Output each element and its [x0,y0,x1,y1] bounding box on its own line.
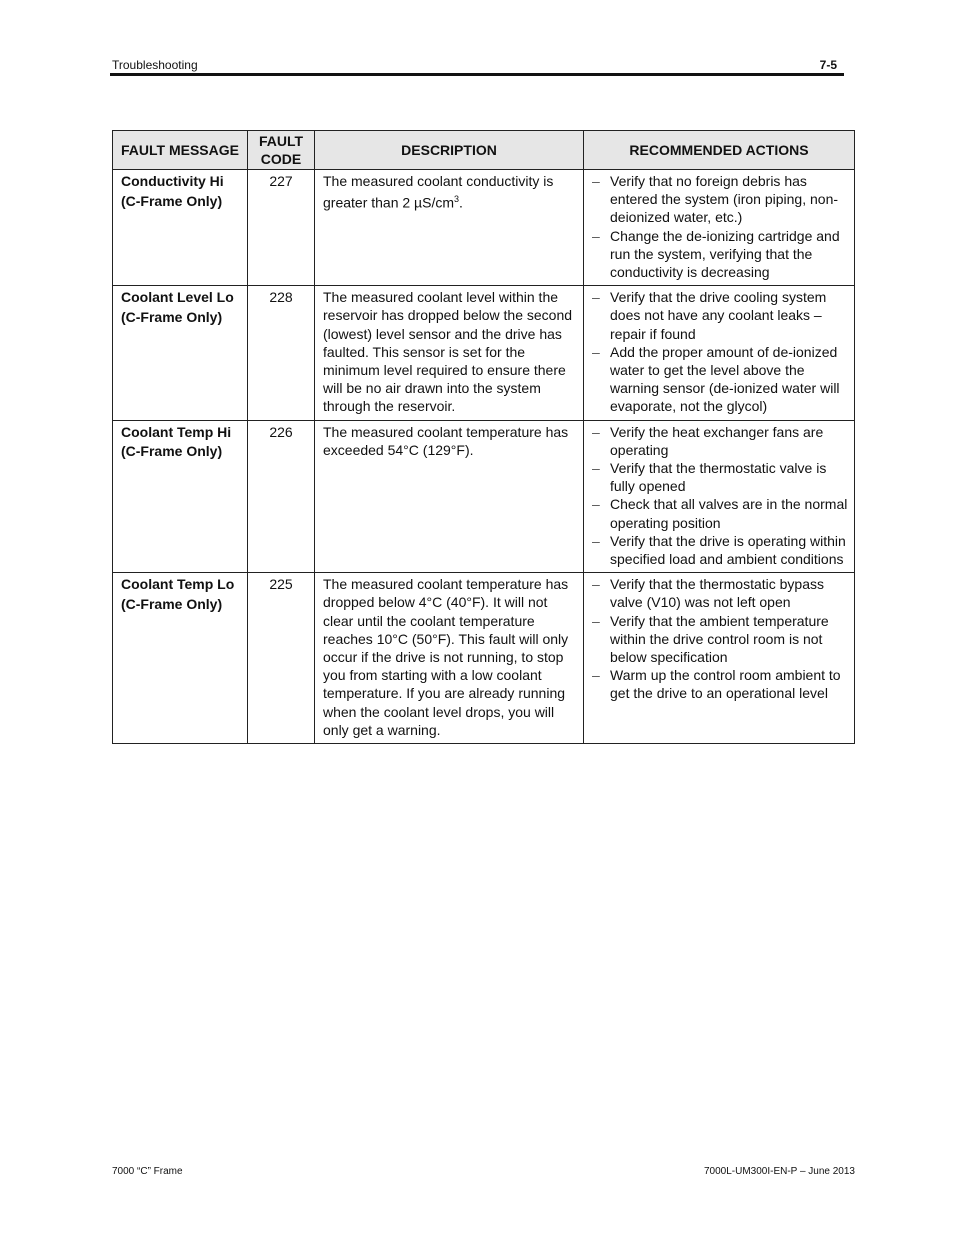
action-text: Verify that the drive cooling system does not have any coolant leaks – repair if found [610,289,827,342]
dash-bullet-icon: – [592,532,600,549]
action-item [592,612,848,667]
fault-message: Coolant Temp Hi [121,423,232,440]
action-list [592,288,848,415]
action-item [592,495,848,531]
action-item [592,532,848,568]
action-text: Add the proper amount of de-ionized water to get the level above the warning sensor (de-ionized water will evaporate, not the glycol) [610,343,840,415]
fault-message-frame: (C-Frame Only) [121,308,223,325]
dash-bullet-icon: – [592,227,600,244]
action-item [592,227,848,282]
action-text: Verify that no foreign debris has entered the system (iron piping, non-deionized water, etc.) [610,173,839,226]
fault-message-cell [113,573,248,744]
column-header-fault-code: FAULT CODE [248,131,315,170]
column-header-fault-message: FAULT MESSAGE [113,131,248,170]
fault-code: 228 [248,286,315,420]
action-item [592,172,848,227]
fault-message-frame: (C-Frame Only) [121,595,223,612]
dash-bullet-icon: – [592,667,600,684]
fault-description: The measured coolant temperature has exceeded 54°C (129°F). [315,420,584,573]
fault-description [315,170,584,286]
dash-bullet-icon: – [592,460,600,477]
fault-description: The measured coolant level within the reservoir has dropped below the second (lowest) level sensor and the drive has faulted. This sensor is set for the minimum level required to ensure there will be no air drawn into the system through the reservoir. [315,286,584,420]
section-title: Troubleshooting [112,58,198,72]
fault-description-superscript: 3 [454,194,460,205]
table-header-row [113,131,855,170]
fault-message: Conductivity Hi [121,173,224,189]
action-text: Check that all valves are in the normal operating position [610,496,848,531]
action-text: Verify that the thermostatic bypass valve (V10) was not left open [610,576,824,611]
action-item [592,666,848,702]
action-item [592,423,848,459]
action-text: Verify that the thermostatic valve is fully opened [610,460,827,495]
fault-code: 225 [248,573,315,744]
fault-description-text: The measured coolant conductivity is greater than 2 µS/cm [323,173,554,211]
dash-bullet-icon: – [592,612,600,629]
action-text: Change the de-ionizing cartridge and run the system, verifying that the conductivity is decreasing [610,227,840,281]
action-list [592,423,848,569]
column-header-recommended-actions: RECOMMENDED ACTIONS [584,131,855,170]
action-text: Verify the heat exchanger fans are operating [610,423,824,458]
action-item [592,575,848,611]
dash-bullet-icon: – [592,173,600,189]
fault-message-cell [113,420,248,573]
fault-message: Coolant Level Lo [121,289,234,306]
fault-message-cell [113,286,248,420]
fault-message: Coolant Temp Lo [121,576,235,593]
action-text: Verify that the drive is operating within specified load and ambient conditions [610,532,846,568]
table-row [113,286,855,420]
action-item [592,343,848,416]
recommended-actions [584,420,855,573]
header-rule [110,73,844,76]
table-row [113,420,855,573]
recommended-actions [584,286,855,420]
footer-product: 7000 “C” Frame [112,1166,183,1177]
action-text: Verify that the ambient temperature within the drive control room is not below specification [610,612,829,666]
recommended-actions [584,170,855,286]
action-item [592,288,848,343]
fault-description-end: . [459,194,463,211]
action-list [592,172,848,281]
action-text: Warm up the control room ambient to get the drive to an operational level [610,667,841,702]
page-header [112,56,843,74]
fault-code: 227 [248,170,315,286]
footer-document-id: 7000L-UM300I-EN-P – June 2013 [703,1166,855,1177]
fault-description: The measured coolant temperature has dropped below 4°C (40°F). It will not clear until the coolant temperature reaches 10°C (50°F). This fault will only occur if the drive is not running, to stop you from starting with a low coolant temperature. If you are already running when the coolant level drops, you will only get a warning. [315,573,584,744]
action-list [592,575,848,702]
recommended-actions [584,573,855,744]
fault-message-frame: (C-Frame Only) [121,192,223,209]
page-number: 7-5 [819,58,837,72]
dash-bullet-icon: – [592,423,600,440]
table-row [113,170,855,286]
dash-bullet-icon: – [592,289,600,306]
fault-message-cell [113,170,248,286]
action-item [592,459,848,495]
dash-bullet-icon: – [592,496,600,513]
column-header-description: DESCRIPTION [315,131,584,170]
fault-table [112,130,855,744]
table-row [113,573,855,744]
dash-bullet-icon: – [592,343,600,360]
fault-code: 226 [248,420,315,573]
fault-message-frame: (C-Frame Only) [121,443,223,460]
dash-bullet-icon: – [592,576,600,593]
